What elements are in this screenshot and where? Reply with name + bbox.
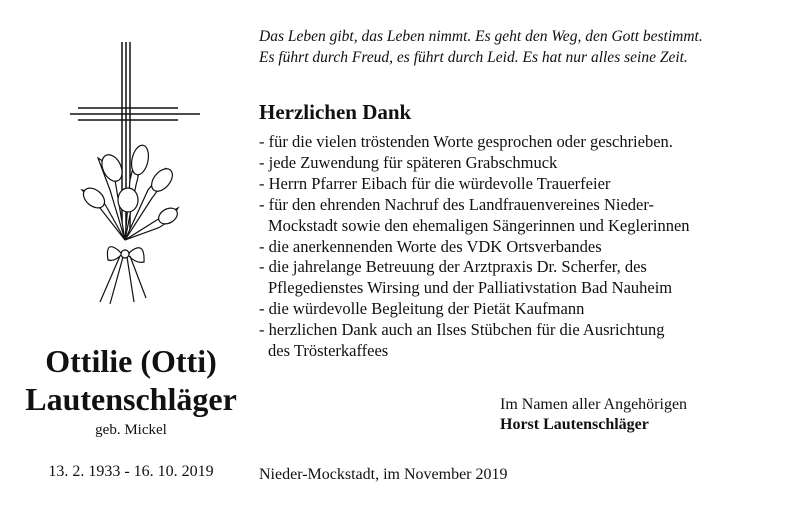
quote-line-2: Es führt durch Freud, es führt durch Leid. Es hat nur alles seine Zeit. bbox=[259, 49, 688, 66]
list-item: - die jahrelange Betreuung der Arztpraxis Dr. Scherfer, des bbox=[259, 257, 647, 277]
signature-name: Horst Lautenschläger bbox=[500, 416, 649, 433]
life-dates: 13. 2. 1933 - 16. 10. 2019 bbox=[48, 463, 214, 480]
deceased-last-name: Lautenschläger bbox=[25, 381, 237, 417]
list-item: - Herrn Pfarrer Eibach für die würdevolle Trauerfeier bbox=[259, 173, 611, 193]
list-item: - für den ehrenden Nachruf des Landfrauenvereines Nieder- bbox=[259, 194, 655, 214]
list-item-continuation: des Trösterkaffees bbox=[268, 341, 389, 361]
thanks-list bbox=[259, 132, 779, 362]
place-date: Nieder-Mockstadt, im November 2019 bbox=[259, 466, 508, 483]
deceased-name bbox=[0, 342, 262, 418]
maiden-name: geb. Mickel bbox=[95, 422, 167, 438]
list-item: - die anerkennenden Worte des VDK Ortsverbandes bbox=[259, 236, 602, 256]
list-item: - jede Zuwendung für späteren Grabschmuck bbox=[259, 152, 558, 172]
cross-icon bbox=[70, 40, 200, 310]
list-item-continuation: Pflegedienstes Wirsing und der Palliativstation Bad Nauheim bbox=[268, 278, 673, 298]
list-item: - die würdevolle Begleitung der Pietät Kaufmann bbox=[259, 299, 585, 319]
quote-line-1: Das Leben gibt, das Leben nimmt. Es geht den Weg, den Gott bestimmt. bbox=[259, 28, 703, 45]
signature-intro: Im Namen aller Angehörigen bbox=[500, 396, 688, 413]
list-item: - für die vielen tröstenden Worte gesprochen oder geschrieben. bbox=[259, 132, 673, 151]
list-item-continuation: Mockstadt sowie den ehemaligen Sängerinnen und Keglerinnen bbox=[268, 215, 690, 235]
cross-with-flowers-icon bbox=[70, 40, 200, 315]
list-item: - herzlichen Dank auch an Ilses Stübchen für die Ausrichtung bbox=[259, 320, 665, 340]
deceased-first-name: Ottilie (Otti) bbox=[45, 343, 217, 379]
bible-quote bbox=[259, 26, 779, 68]
thanks-heading: Herzlichen Dank bbox=[259, 100, 412, 124]
